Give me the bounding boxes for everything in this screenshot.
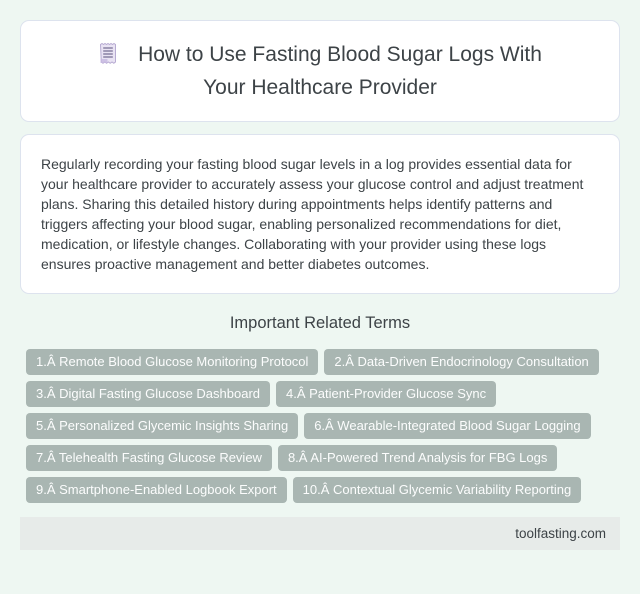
page-title-text: How to Use Fasting Blood Sugar Logs With Your Healthcare Provider: [138, 43, 542, 99]
receipt-icon: [98, 41, 118, 63]
related-term-chip-9[interactable]: 9.Â Smartphone-Enabled Logbook Export: [26, 477, 287, 503]
description-text: Regularly recording your fasting blood sugar levels in a log provides essential data for your healthcare provider to accurately assess your glucose control and adjust treatment plans. Sharing this detailed history during appointments helps identify patterns and triggers affecting your blood sugar, enabling personalized recommendations for diet, medication, or lifestyle changes. Collaborating with your provider using these logs ensures proactive management and better diabetes outcomes.: [41, 156, 584, 272]
description-card: [20, 134, 620, 294]
related-term-chip-10[interactable]: 10.Â Contextual Glycemic Variability Reporting: [293, 477, 582, 503]
related-terms-list: [26, 349, 620, 503]
related-term-chip-4[interactable]: 4.Â Patient-Provider Glucose Sync: [276, 381, 496, 407]
related-term-chip-5[interactable]: 5.Â Personalized Glycemic Insights Sharing: [26, 413, 298, 439]
related-terms-heading: Important Related Terms: [229, 314, 411, 332]
related-term-chip-2[interactable]: 2.Â Data-Driven Endocrinology Consultation: [324, 349, 598, 375]
related-term-chip-8[interactable]: 8.Â AI-Powered Trend Analysis for FBG Logs: [278, 445, 557, 471]
page-title: [88, 38, 553, 104]
related-term-chip-7[interactable]: 7.Â Telehealth Fasting Glucose Review: [26, 445, 272, 471]
related-term-chip-1[interactable]: 1.Â Remote Blood Glucose Monitoring Protocol: [26, 349, 318, 375]
related-term-chip-6[interactable]: 6.Â Wearable-Integrated Blood Sugar Logging: [304, 413, 590, 439]
footer: [20, 517, 620, 550]
footer-site-name: toolfasting.com: [515, 526, 606, 541]
title-card: [20, 20, 620, 122]
related-term-chip-3[interactable]: 3.Â Digital Fasting Glucose Dashboard: [26, 381, 270, 407]
